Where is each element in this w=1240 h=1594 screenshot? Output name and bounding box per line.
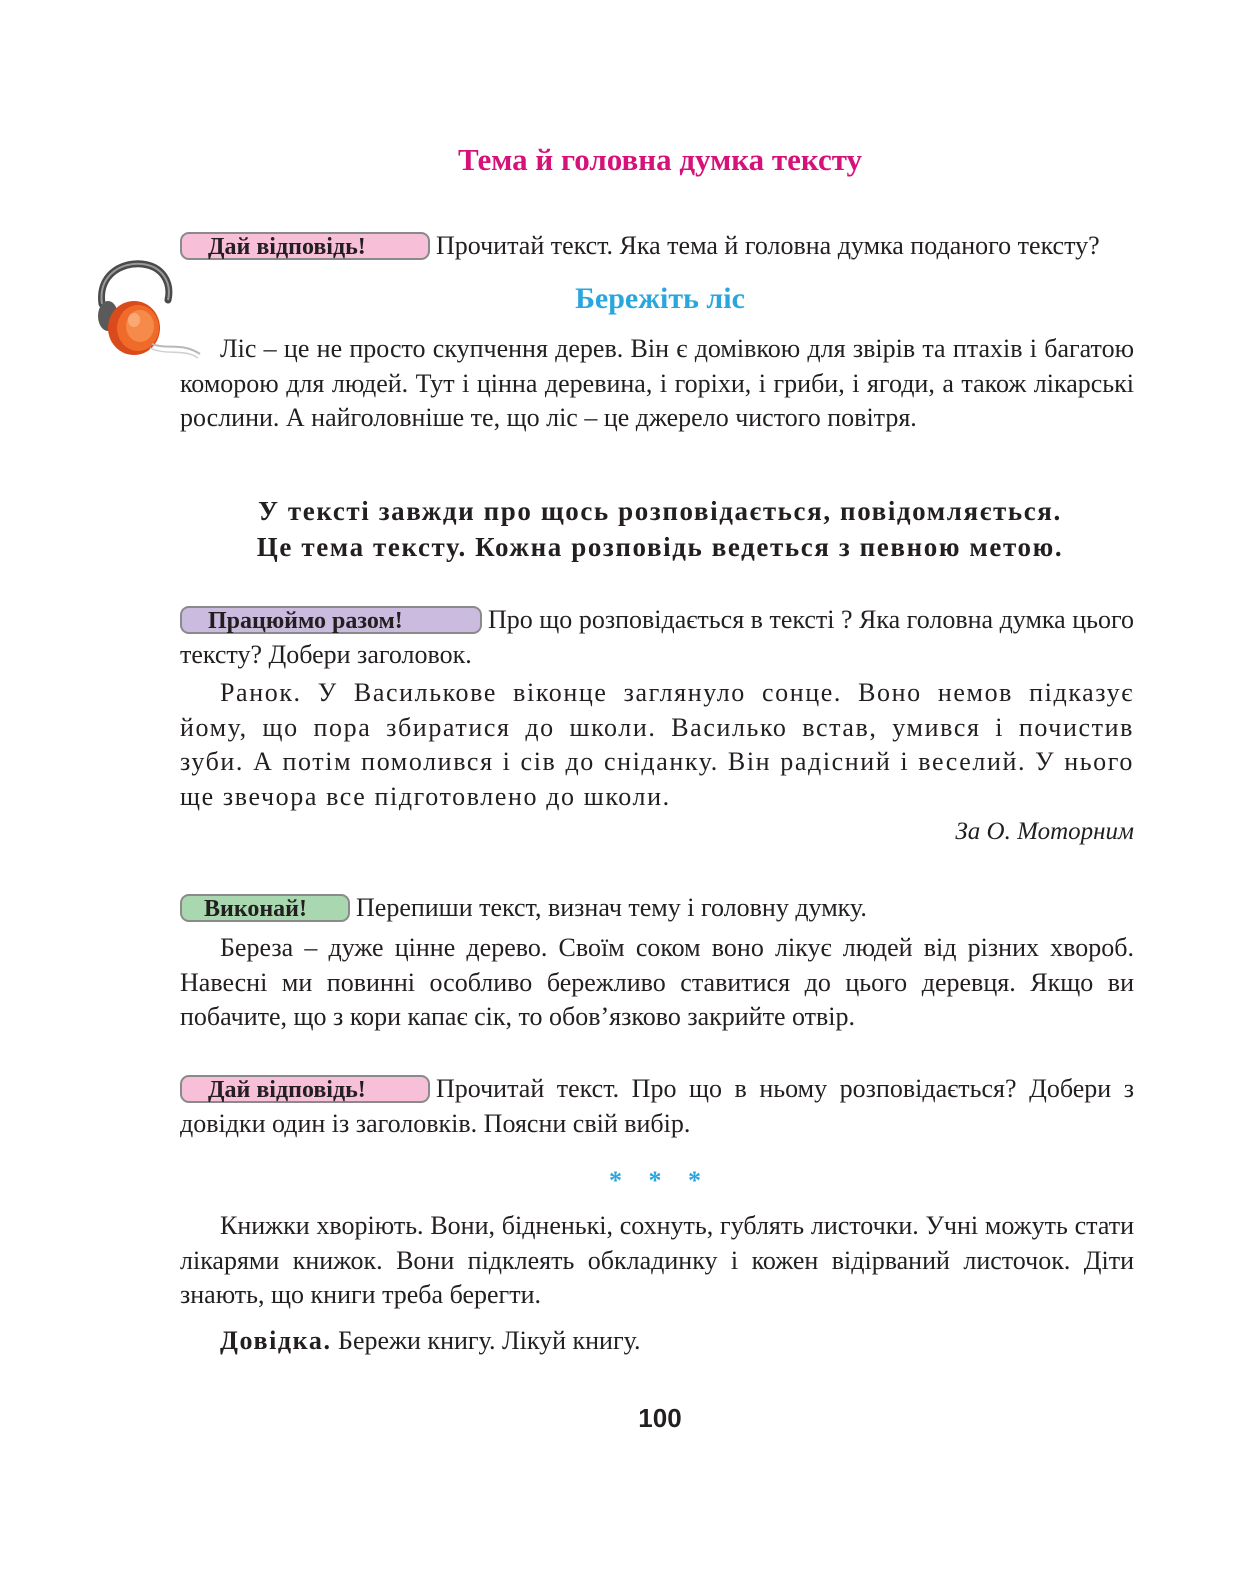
task-1-instruction: Прочитай текст. Яка тема й головна думка поданого тексту? <box>436 231 1100 260</box>
story-1-text-block <box>180 332 1134 436</box>
rule-line-2: Це тема тексту. Кожна розповідь ведеться з певною метою. <box>256 532 1064 562</box>
work-together-badge: Працюймо разом! <box>180 606 482 634</box>
page-number: 100 <box>638 1403 682 1433</box>
do-it-badge: Виконай! <box>180 894 350 922</box>
task-1 <box>180 228 1134 263</box>
task-4-instruction: Прочитай текст. Про що в ньому розповідається? Добери з довідки один із заголовків. Поясни свій вибір. <box>180 1074 1134 1138</box>
task-4 <box>180 1071 1134 1141</box>
task-3 <box>180 890 1134 925</box>
story-1-text: Ліс – це не просто скупчення дерев. Він є домівкою для звірів та птахів і багатою коморою для людей. Тут і цінна деревина, і горіхи, і гриби, і ягоди, а також лікарські рослини. А найголовніше те, що ліс – це джерело чистого повітря. <box>180 334 1134 432</box>
rule-block <box>180 493 1140 565</box>
task-3-instruction: Перепиши текст, визнач тему і головну думку. <box>356 893 867 922</box>
reference-label: Довідка. <box>220 1326 332 1355</box>
story-1-title: Бережіть ліс <box>575 282 745 315</box>
reference-text: Бережи книгу. Лікуй книгу. <box>338 1326 641 1355</box>
answer-badge-2: Дай відповідь! <box>180 1075 430 1103</box>
story-4-text: Книжки хворіють. Вони, бідненькі, сохнуть, гублять листочки. Учні можуть стати лікарями книжок. Вони підклеять обкладинку і кожен відірваний листочок. Діти знають, що книги треба берегти. <box>180 1211 1134 1309</box>
story-3-text-block <box>180 931 1134 1035</box>
task-2 <box>180 602 1134 672</box>
story-4-text-block <box>180 1209 1134 1313</box>
page-title: Тема й головна думка тексту <box>457 142 863 177</box>
section-stars: * * * <box>609 1166 711 1195</box>
story-2-author: За О. Моторним <box>955 818 1134 845</box>
story-2-text-block <box>180 676 1134 814</box>
rule-line-1: У тексті завжди про щось розповідається, повідомляється. <box>258 496 1062 526</box>
story-2-text: Ранок. У Василькове віконце заглянуло сонце. Воно немов підказує йому, що пора збиратися до школи. Василько встав, умився і почистив зуби. А потім помолився і сів до сніданку. Він радісний і веселий. У нього ще звечора все підготовлено до школи. <box>180 678 1134 811</box>
reference <box>220 1326 641 1356</box>
task-2-instruction: Про що розповідається в тексті ? Яка головна думка цього тексту? Добери заголовок. <box>180 605 1134 669</box>
story-3-text: Береза – дуже цінне дерево. Своїм соком воно лікує людей від різних хвороб. Навесні ми повинні особливо бережливо ставитися до цього деревця. Якщо ви побачите, що з кори капає сік, то обов’язково закрийте отвір. <box>180 933 1134 1031</box>
answer-badge: Дай відповідь! <box>180 232 430 260</box>
